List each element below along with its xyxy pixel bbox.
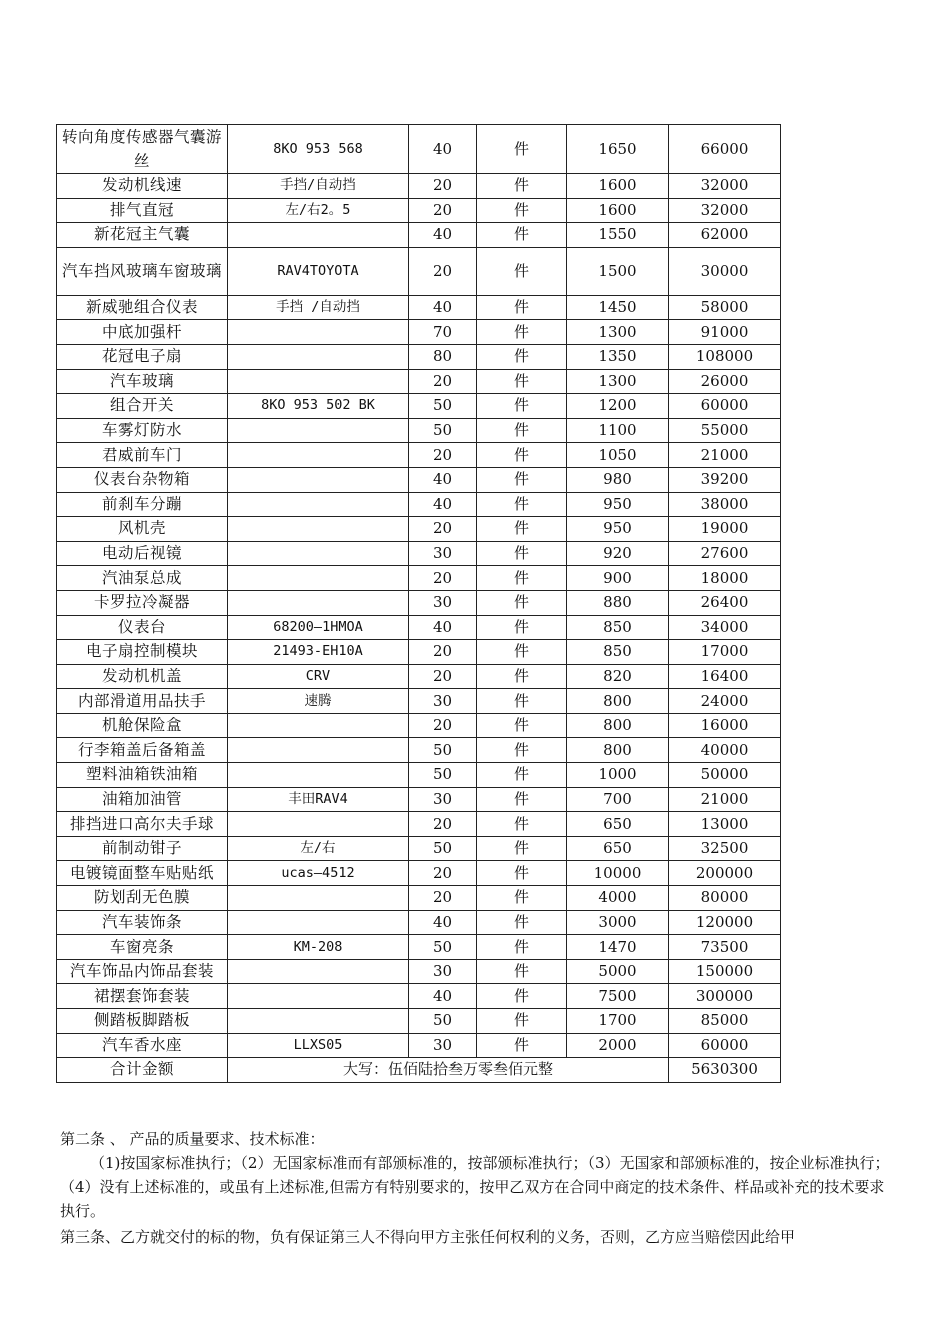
- item-name-cell: 侧踏板脚踏板: [57, 1009, 228, 1034]
- table-row: [57, 369, 781, 394]
- item-qty-cell: 20: [409, 517, 477, 542]
- item-spec-cell: LLXS05: [228, 1033, 409, 1058]
- item-name-cell: 仪表台: [57, 615, 228, 640]
- item-price-cell: 900: [567, 566, 669, 591]
- item-amount-cell: 18000: [669, 566, 781, 591]
- table-row: [57, 763, 781, 788]
- item-name-cell: 防划刮无色膜: [57, 886, 228, 911]
- item-name-cell: 机舱保险盒: [57, 713, 228, 738]
- item-spec-cell: [228, 763, 409, 788]
- table-row: [57, 959, 781, 984]
- table-row: [57, 836, 781, 861]
- item-unit-cell: 件: [477, 640, 567, 665]
- item-spec-cell: [228, 910, 409, 935]
- item-unit-cell: 件: [477, 467, 567, 492]
- item-amount-cell: 60000: [669, 394, 781, 419]
- item-amount-cell: 60000: [669, 1033, 781, 1058]
- item-spec-cell: [228, 223, 409, 248]
- item-qty-cell: 40: [409, 984, 477, 1009]
- item-name-cell: 新威驰组合仪表: [57, 295, 228, 320]
- item-qty-cell: 70: [409, 320, 477, 345]
- item-spec-cell: 8KO 953 502 BK: [228, 394, 409, 419]
- item-spec-cell: 左/右2。5: [228, 198, 409, 223]
- item-name-cell: 前制动钳子: [57, 836, 228, 861]
- table-row: [57, 394, 781, 419]
- item-qty-cell: 50: [409, 738, 477, 763]
- item-unit-cell: 件: [477, 689, 567, 714]
- item-name-cell: 内部滑道用品扶手: [57, 689, 228, 714]
- item-spec-cell: [228, 713, 409, 738]
- item-name-cell: 电子扇控制模块: [57, 640, 228, 665]
- item-qty-cell: 20: [409, 247, 477, 295]
- item-price-cell: 650: [567, 812, 669, 837]
- item-qty-cell: 40: [409, 467, 477, 492]
- table-row: [57, 935, 781, 960]
- item-qty-cell: 20: [409, 812, 477, 837]
- table-row: [57, 517, 781, 542]
- item-qty-cell: 40: [409, 492, 477, 517]
- item-amount-cell: 17000: [669, 640, 781, 665]
- item-amount-cell: 55000: [669, 418, 781, 443]
- item-amount-cell: 150000: [669, 959, 781, 984]
- item-unit-cell: 件: [477, 320, 567, 345]
- item-spec-cell: [228, 541, 409, 566]
- item-price-cell: 7500: [567, 984, 669, 1009]
- item-qty-cell: 30: [409, 541, 477, 566]
- item-price-cell: 950: [567, 517, 669, 542]
- table-row: [57, 198, 781, 223]
- table-row: [57, 640, 781, 665]
- item-name-cell: 裙摆套饰套装: [57, 984, 228, 1009]
- table-row: [57, 418, 781, 443]
- table-row: [57, 861, 781, 886]
- item-qty-cell: 20: [409, 369, 477, 394]
- table-row: [57, 492, 781, 517]
- total-row: [57, 1058, 781, 1083]
- item-qty-cell: 20: [409, 861, 477, 886]
- item-amount-cell: 34000: [669, 615, 781, 640]
- items-table-body: [57, 125, 781, 1058]
- item-spec-cell: [228, 320, 409, 345]
- item-name-cell: 新花冠主气囊: [57, 223, 228, 248]
- table-row: [57, 787, 781, 812]
- item-name-cell: 转向角度传感器气囊游丝: [57, 125, 228, 174]
- item-name-cell: 中底加强杆: [57, 320, 228, 345]
- item-spec-cell: [228, 984, 409, 1009]
- item-name-cell: 车雾灯防水: [57, 418, 228, 443]
- table-row: [57, 295, 781, 320]
- item-amount-cell: 16000: [669, 713, 781, 738]
- item-qty-cell: 20: [409, 566, 477, 591]
- item-price-cell: 850: [567, 640, 669, 665]
- item-spec-cell: 丰田RAV4: [228, 787, 409, 812]
- item-unit-cell: 件: [477, 738, 567, 763]
- item-name-cell: 风机壳: [57, 517, 228, 542]
- item-qty-cell: 30: [409, 590, 477, 615]
- item-price-cell: 1300: [567, 369, 669, 394]
- table-row: [57, 689, 781, 714]
- item-name-cell: 汽车挡风玻璃车窗玻璃: [57, 247, 228, 295]
- item-name-cell: 汽车饰品内饰品套装: [57, 959, 228, 984]
- item-spec-cell: [228, 590, 409, 615]
- item-qty-cell: 30: [409, 959, 477, 984]
- item-price-cell: 5000: [567, 959, 669, 984]
- table-row: [57, 664, 781, 689]
- item-amount-cell: 50000: [669, 763, 781, 788]
- item-qty-cell: 20: [409, 886, 477, 911]
- item-qty-cell: 40: [409, 910, 477, 935]
- item-qty-cell: 40: [409, 223, 477, 248]
- item-price-cell: 1100: [567, 418, 669, 443]
- total-amount: 5630300: [669, 1058, 781, 1083]
- item-name-cell: 行李箱盖后备箱盖: [57, 738, 228, 763]
- item-unit-cell: 件: [477, 886, 567, 911]
- item-price-cell: 820: [567, 664, 669, 689]
- item-qty-cell: 50: [409, 836, 477, 861]
- item-name-cell: 汽车香水座: [57, 1033, 228, 1058]
- item-spec-cell: RAV4TOYOTA: [228, 247, 409, 295]
- item-amount-cell: 26000: [669, 369, 781, 394]
- item-spec-cell: 左/右: [228, 836, 409, 861]
- item-spec-cell: [228, 369, 409, 394]
- item-price-cell: 800: [567, 713, 669, 738]
- item-unit-cell: 件: [477, 664, 567, 689]
- item-unit-cell: 件: [477, 174, 567, 199]
- total-amount-words: 大写：伍佰陆拾叁万零叁佰元整: [228, 1058, 669, 1083]
- item-name-cell: 前刹车分蹦: [57, 492, 228, 517]
- item-amount-cell: 200000: [669, 861, 781, 886]
- item-unit-cell: 件: [477, 125, 567, 174]
- item-spec-cell: 68200—1HMOA: [228, 615, 409, 640]
- item-price-cell: 950: [567, 492, 669, 517]
- table-row: [57, 467, 781, 492]
- table-row: [57, 320, 781, 345]
- item-spec-cell: [228, 492, 409, 517]
- clause3-text: 第三条、乙方就交付的标的物，负有保证第三人不得向甲方主张任何权利的义务，否则，乙方应当赔偿因此给甲: [60, 1228, 796, 1246]
- item-price-cell: 1700: [567, 1009, 669, 1034]
- table-row: [57, 174, 781, 199]
- clause2-title: 第二条 、 产品的质量要求、技术标准：: [60, 1130, 325, 1148]
- item-qty-cell: 50: [409, 1009, 477, 1034]
- item-qty-cell: 30: [409, 1033, 477, 1058]
- clause-text: [60, 1127, 890, 1249]
- item-price-cell: 1470: [567, 935, 669, 960]
- item-name-cell: 汽油泵总成: [57, 566, 228, 591]
- item-unit-cell: 件: [477, 295, 567, 320]
- item-unit-cell: 件: [477, 517, 567, 542]
- item-price-cell: 1350: [567, 344, 669, 369]
- item-unit-cell: 件: [477, 590, 567, 615]
- table-row: [57, 984, 781, 1009]
- total-label: 合计金额: [57, 1058, 228, 1083]
- item-name-cell: 君威前车门: [57, 443, 228, 468]
- item-price-cell: 3000: [567, 910, 669, 935]
- items-table: [56, 124, 781, 1083]
- table-row: [57, 566, 781, 591]
- item-price-cell: 1200: [567, 394, 669, 419]
- item-name-cell: 电镀镜面整车贴贴纸: [57, 861, 228, 886]
- item-name-cell: 仪表台杂物箱: [57, 467, 228, 492]
- item-unit-cell: 件: [477, 418, 567, 443]
- item-qty-cell: 50: [409, 394, 477, 419]
- item-qty-cell: 30: [409, 787, 477, 812]
- item-spec-cell: [228, 344, 409, 369]
- item-amount-cell: 24000: [669, 689, 781, 714]
- item-qty-cell: 30: [409, 689, 477, 714]
- item-unit-cell: 件: [477, 566, 567, 591]
- table-row: [57, 886, 781, 911]
- item-unit-cell: 件: [477, 959, 567, 984]
- table-row: [57, 1033, 781, 1058]
- item-amount-cell: 40000: [669, 738, 781, 763]
- item-price-cell: 10000: [567, 861, 669, 886]
- table-row: [57, 738, 781, 763]
- item-qty-cell: 20: [409, 443, 477, 468]
- item-amount-cell: 73500: [669, 935, 781, 960]
- item-spec-cell: 8KO 953 568: [228, 125, 409, 174]
- item-unit-cell: 件: [477, 492, 567, 517]
- table-row: [57, 812, 781, 837]
- item-unit-cell: 件: [477, 541, 567, 566]
- item-spec-cell: [228, 566, 409, 591]
- table-row: [57, 541, 781, 566]
- item-name-cell: 组合开关: [57, 394, 228, 419]
- item-spec-cell: 21493-EH10A: [228, 640, 409, 665]
- table-row: [57, 910, 781, 935]
- item-amount-cell: 32000: [669, 174, 781, 199]
- item-amount-cell: 16400: [669, 664, 781, 689]
- item-price-cell: 1600: [567, 174, 669, 199]
- item-amount-cell: 66000: [669, 125, 781, 174]
- item-name-cell: 汽车装饰条: [57, 910, 228, 935]
- item-qty-cell: 20: [409, 198, 477, 223]
- item-amount-cell: 39200: [669, 467, 781, 492]
- item-unit-cell: 件: [477, 443, 567, 468]
- item-name-cell: 排气直冠: [57, 198, 228, 223]
- item-qty-cell: 50: [409, 418, 477, 443]
- item-name-cell: 排挡进口高尔夫手球: [57, 812, 228, 837]
- table-row: [57, 1009, 781, 1034]
- table-row: [57, 590, 781, 615]
- table-row: [57, 713, 781, 738]
- item-amount-cell: 32000: [669, 198, 781, 223]
- item-price-cell: 1050: [567, 443, 669, 468]
- item-name-cell: 花冠电子扇: [57, 344, 228, 369]
- item-price-cell: 920: [567, 541, 669, 566]
- item-name-cell: 塑料油箱铁油箱: [57, 763, 228, 788]
- item-amount-cell: 21000: [669, 443, 781, 468]
- item-unit-cell: 件: [477, 344, 567, 369]
- item-spec-cell: 速腾: [228, 689, 409, 714]
- item-qty-cell: 50: [409, 935, 477, 960]
- item-price-cell: 980: [567, 467, 669, 492]
- item-amount-cell: 19000: [669, 517, 781, 542]
- table-row: [57, 223, 781, 248]
- item-price-cell: 1450: [567, 295, 669, 320]
- item-qty-cell: 20: [409, 174, 477, 199]
- item-qty-cell: 20: [409, 664, 477, 689]
- item-unit-cell: 件: [477, 861, 567, 886]
- item-price-cell: 700: [567, 787, 669, 812]
- item-spec-cell: [228, 418, 409, 443]
- table-row: [57, 443, 781, 468]
- item-qty-cell: 20: [409, 640, 477, 665]
- item-spec-cell: ucas—4512: [228, 861, 409, 886]
- item-unit-cell: 件: [477, 198, 567, 223]
- item-amount-cell: 80000: [669, 886, 781, 911]
- table-row: [57, 247, 781, 295]
- item-unit-cell: 件: [477, 615, 567, 640]
- item-name-cell: 卡罗拉冷凝器: [57, 590, 228, 615]
- item-amount-cell: 27600: [669, 541, 781, 566]
- item-qty-cell: 20: [409, 713, 477, 738]
- item-spec-cell: [228, 443, 409, 468]
- item-spec-cell: [228, 467, 409, 492]
- item-unit-cell: 件: [477, 223, 567, 248]
- item-spec-cell: [228, 1009, 409, 1034]
- item-qty-cell: 40: [409, 295, 477, 320]
- item-name-cell: 发动机机盖: [57, 664, 228, 689]
- table-row: [57, 344, 781, 369]
- item-qty-cell: 40: [409, 125, 477, 174]
- item-spec-cell: [228, 517, 409, 542]
- item-price-cell: 4000: [567, 886, 669, 911]
- item-amount-cell: 26400: [669, 590, 781, 615]
- item-unit-cell: 件: [477, 1033, 567, 1058]
- item-spec-cell: 手挡 /自动挡: [228, 295, 409, 320]
- item-price-cell: 800: [567, 689, 669, 714]
- item-unit-cell: 件: [477, 763, 567, 788]
- item-amount-cell: 38000: [669, 492, 781, 517]
- item-spec-cell: KM-208: [228, 935, 409, 960]
- item-unit-cell: 件: [477, 787, 567, 812]
- item-unit-cell: 件: [477, 935, 567, 960]
- item-unit-cell: 件: [477, 984, 567, 1009]
- item-price-cell: 880: [567, 590, 669, 615]
- table-row: [57, 615, 781, 640]
- item-name-cell: 发动机线速: [57, 174, 228, 199]
- item-unit-cell: 件: [477, 836, 567, 861]
- item-unit-cell: 件: [477, 369, 567, 394]
- item-unit-cell: 件: [477, 394, 567, 419]
- item-price-cell: 850: [567, 615, 669, 640]
- item-amount-cell: 32500: [669, 836, 781, 861]
- item-qty-cell: 80: [409, 344, 477, 369]
- item-spec-cell: [228, 812, 409, 837]
- item-amount-cell: 91000: [669, 320, 781, 345]
- item-price-cell: 1600: [567, 198, 669, 223]
- item-amount-cell: 300000: [669, 984, 781, 1009]
- item-qty-cell: 50: [409, 763, 477, 788]
- item-amount-cell: 21000: [669, 787, 781, 812]
- table-row: [57, 125, 781, 174]
- item-name-cell: 汽车玻璃: [57, 369, 228, 394]
- item-amount-cell: 85000: [669, 1009, 781, 1034]
- item-price-cell: 1650: [567, 125, 669, 174]
- item-amount-cell: 58000: [669, 295, 781, 320]
- item-unit-cell: 件: [477, 713, 567, 738]
- item-price-cell: 1500: [567, 247, 669, 295]
- item-qty-cell: 40: [409, 615, 477, 640]
- item-amount-cell: 13000: [669, 812, 781, 837]
- item-name-cell: 电动后视镜: [57, 541, 228, 566]
- item-price-cell: 1550: [567, 223, 669, 248]
- item-unit-cell: 件: [477, 1009, 567, 1034]
- item-spec-cell: [228, 738, 409, 763]
- item-spec-cell: [228, 959, 409, 984]
- item-unit-cell: 件: [477, 910, 567, 935]
- item-amount-cell: 108000: [669, 344, 781, 369]
- item-price-cell: 1300: [567, 320, 669, 345]
- item-spec-cell: [228, 886, 409, 911]
- item-unit-cell: 件: [477, 247, 567, 295]
- item-spec-cell: 手挡/自动挡: [228, 174, 409, 199]
- item-name-cell: 车窗亮条: [57, 935, 228, 960]
- item-price-cell: 800: [567, 738, 669, 763]
- item-amount-cell: 120000: [669, 910, 781, 935]
- item-amount-cell: 30000: [669, 247, 781, 295]
- item-unit-cell: 件: [477, 812, 567, 837]
- item-price-cell: 1000: [567, 763, 669, 788]
- clause2-body: （1)按国家标准执行；（2）无国家标准而有部颁标准的，按部颁标准执行；（3）无国家和部颁标准的，按企业标准执行；（4）没有上述标准的，或虽有上述标准,但需方有特别要求的，按甲乙双方在合同中商定的技术条件、样品或补充的技术要求执行。: [60, 1154, 890, 1220]
- item-price-cell: 650: [567, 836, 669, 861]
- item-spec-cell: CRV: [228, 664, 409, 689]
- item-amount-cell: 62000: [669, 223, 781, 248]
- item-price-cell: 2000: [567, 1033, 669, 1058]
- item-name-cell: 油箱加油管: [57, 787, 228, 812]
